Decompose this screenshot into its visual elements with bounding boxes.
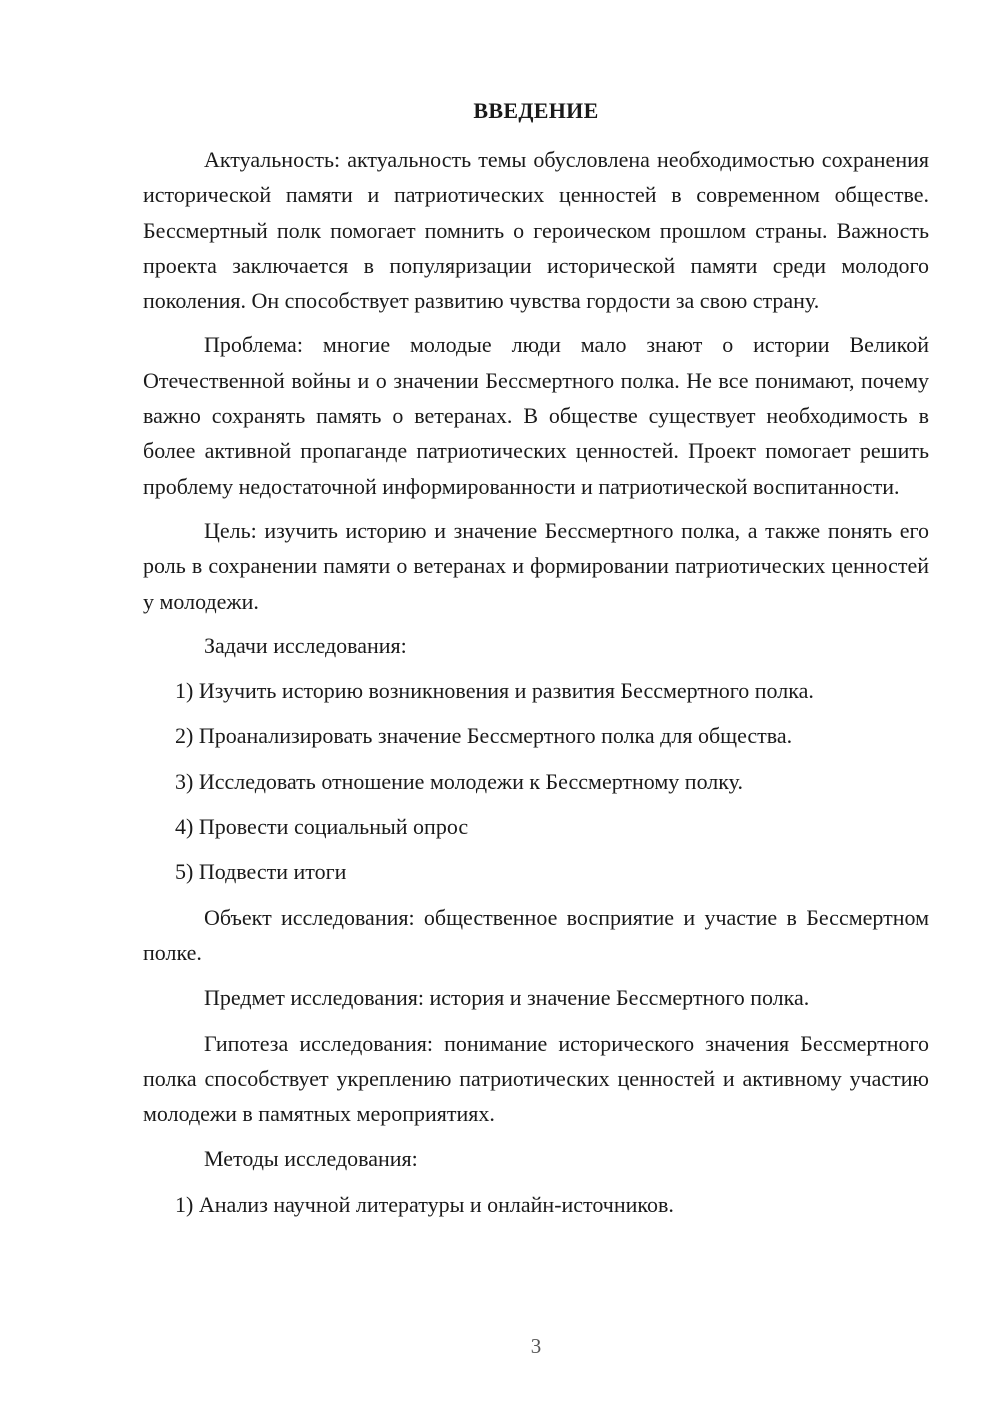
list-item-task-3: 3) Исследовать отношение молодежи к Бессмертному полку. — [175, 768, 743, 794]
list-item-task-4: 4) Провести социальный опрос — [175, 814, 469, 840]
document-body — [143, 142, 929, 1222]
document-page — [143, 0, 929, 1414]
methods-heading: Методы исследования: — [204, 1146, 418, 1172]
paragraph-goal: Цель: изучить историю и значение Бессмертного полка, а также понять его роль в сохранении памяти о ветеранах и формировании патриотических ценностей у молодежи. — [143, 517, 929, 614]
page-number: 3 — [530, 1334, 542, 1358]
list-item-task-5: 5) Подвести итоги — [175, 859, 347, 885]
list-item-method-1: 1) Анализ научной литературы и онлайн-источников. — [175, 1191, 674, 1217]
paragraph-object: Объект исследования: общественное восприятие и участие в Бессмертном полке. — [143, 904, 929, 965]
paragraph-problem: Проблема: многие молодые люди мало знают о истории Великой Отечественной войны и о значении Бессмертного полка. Не все понимают, почему важно сохранять память о ветеранах. В обществе существует необходимость в более активной пропаганде патриотических ценностей. Проект помогает решить проблему недостаточной информированности и патриотической воспитанности. — [143, 332, 929, 499]
list-item-task-1: 1) Изучить историю возникновения и развития Бессмертного полка. — [175, 678, 814, 704]
paragraph-hypothesis: Гипотеза исследования: понимание исторического значения Бессмертного полка способствует укреплению патриотических ценностей и активному участию молодежи в памятных мероприятиях. — [143, 1030, 929, 1127]
paragraph-subject: Предмет исследования: история и значение Бессмертного полка. — [204, 985, 810, 1011]
tasks-heading: Задачи исследования: — [204, 632, 407, 658]
paragraph-relevance: Актуальность: актуальность темы обусловлена необходимостью сохранения исторической памяти и патриотических ценностей в современном обществе. Бессмертный полк помогает помнить о героическом прошлом страны. Важность проекта заключается в популяризации исторической памяти среди молодого поколения. Он способствует развитию чувства гордости за свою страну. — [143, 147, 929, 314]
list-item-task-2: 2) Проанализировать значение Бессмертного полка для общества. — [175, 723, 793, 749]
page-title: ВВЕДЕНИЕ — [473, 98, 599, 123]
